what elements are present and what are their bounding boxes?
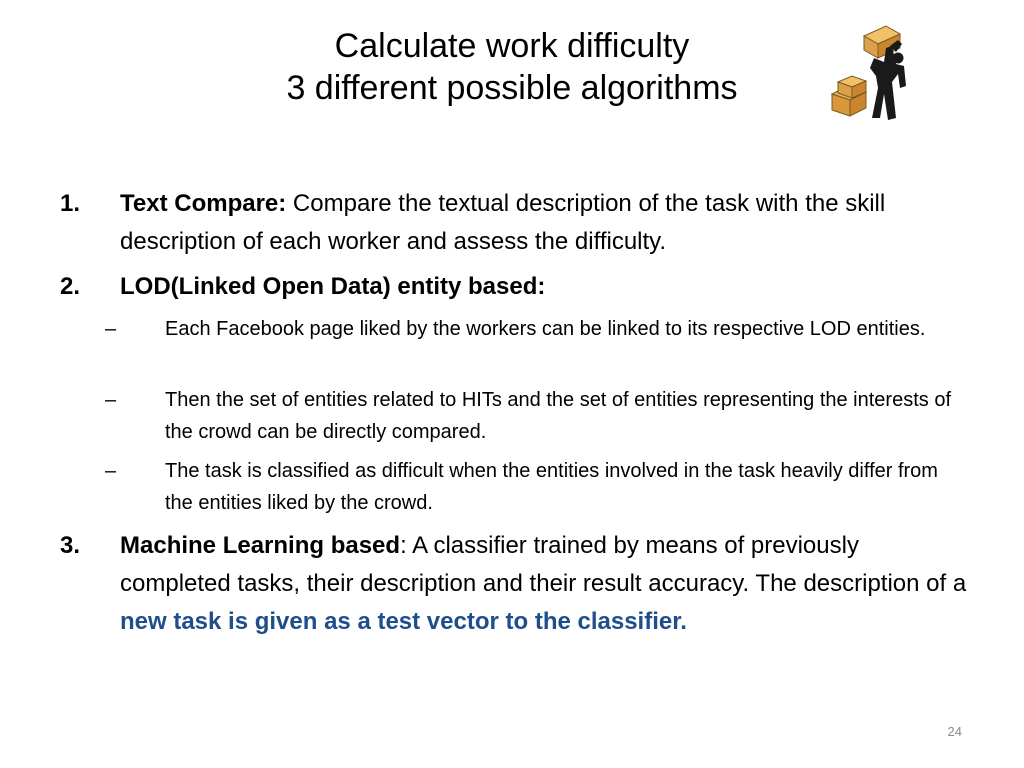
- list-item-2: [60, 268, 970, 308]
- sub-item-2: [105, 384, 965, 450]
- item-body: [120, 268, 970, 306]
- item-label: Text Compare:: [120, 190, 287, 217]
- dash-bullet: –: [105, 460, 117, 482]
- highlighted-text: new task is given as a test vector to the classifier.: [120, 608, 687, 635]
- slide-title: [150, 25, 874, 109]
- item-text: Compare the textual description of the task with the skill description of each worker and assess the difficulty.: [120, 190, 886, 255]
- title-line-2: 3 different possible algorithms: [286, 69, 738, 107]
- page-number: 24: [947, 724, 962, 739]
- dash-bullet: –: [105, 389, 117, 411]
- sub-item-3: [105, 455, 965, 521]
- worker-carrying-boxes-icon: [826, 22, 916, 122]
- title-line-1: Calculate work difficulty: [334, 27, 690, 65]
- item-text: : A classifier trained by means of previously completed tasks, their description and their result accuracy. The description of a: [120, 532, 967, 597]
- sub-item-text: Each Facebook page liked by the workers can be linked to its respective LOD entities.: [165, 318, 926, 340]
- sub-item-1: [105, 313, 965, 379]
- sub-item-text: Then the set of entities related to HITs and the set of entities representing the interests of the crowd can be directly compared.: [165, 389, 952, 443]
- item-number: 2.: [60, 273, 81, 300]
- dash-bullet: –: [105, 318, 117, 340]
- list-item-1: [60, 185, 970, 265]
- item-label: Machine Learning based: [120, 532, 401, 559]
- item-number: 3.: [60, 532, 81, 559]
- item-label: LOD(Linked Open Data) entity based:: [120, 273, 546, 300]
- item-number: 1.: [60, 190, 81, 217]
- item-body: [120, 527, 970, 641]
- list-item-3: [60, 527, 970, 687]
- item-body: [120, 185, 970, 261]
- sub-item-text: The task is classified as difficult when the entities involved in the task heavily differ from the entities liked by the crowd.: [165, 460, 938, 514]
